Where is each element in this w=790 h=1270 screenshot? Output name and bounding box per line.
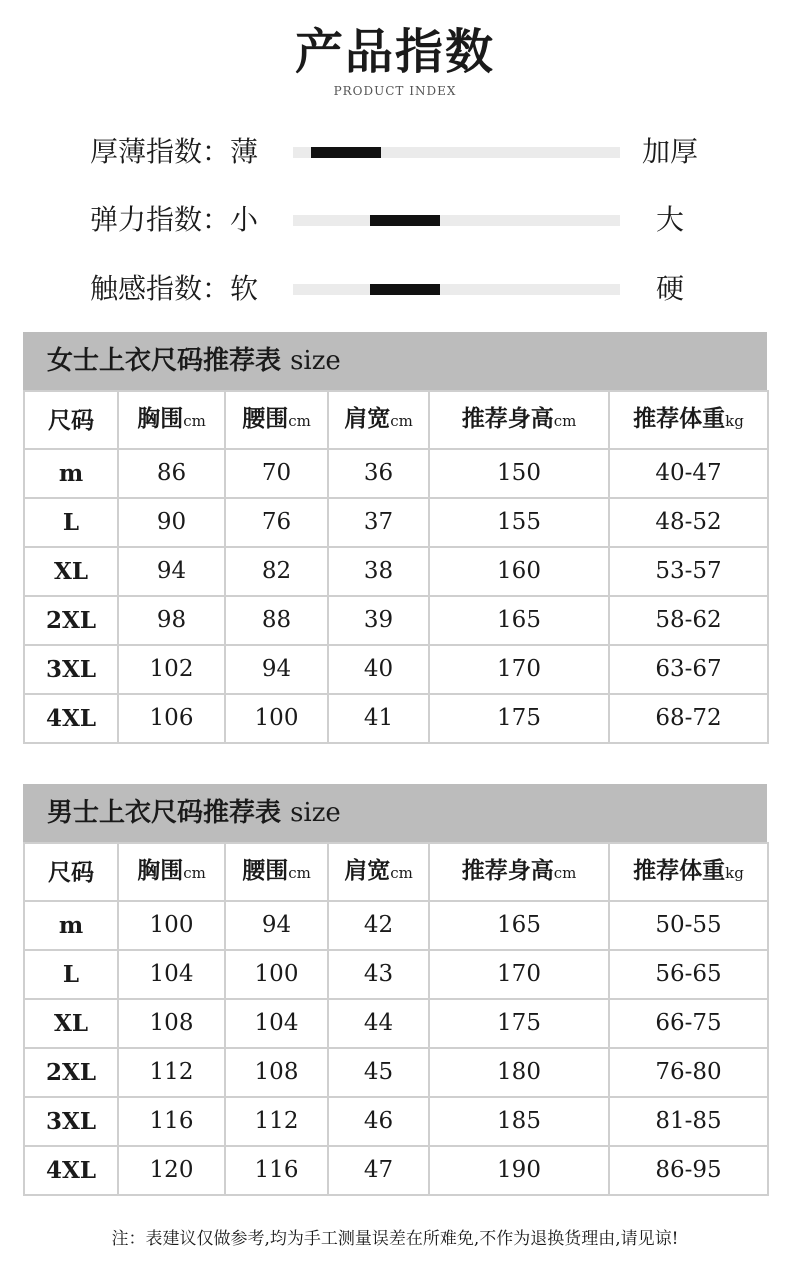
table-cell: 36 bbox=[328, 449, 429, 498]
size-cell: 4XL bbox=[24, 1146, 118, 1195]
table-cell: 106 bbox=[118, 694, 225, 743]
index-track bbox=[293, 215, 620, 226]
table-cell: 102 bbox=[118, 645, 225, 694]
table-row bbox=[24, 901, 768, 950]
table-cell: 37 bbox=[328, 498, 429, 547]
column-header bbox=[609, 843, 768, 901]
table-cell: 165 bbox=[429, 901, 609, 950]
column-header bbox=[328, 843, 429, 901]
column-header-unit: kg bbox=[725, 412, 744, 430]
column-header-name: 肩宽 bbox=[344, 405, 391, 432]
table-cell: 76-80 bbox=[609, 1048, 768, 1097]
table-cell: 88 bbox=[225, 596, 328, 645]
size-cell: 2XL bbox=[24, 1048, 118, 1097]
table-cell: 112 bbox=[118, 1048, 225, 1097]
column-header bbox=[118, 391, 225, 449]
column-header-unit: cm bbox=[183, 412, 206, 430]
column-header-unit: cm bbox=[390, 864, 413, 882]
table-cell: 38 bbox=[328, 547, 429, 596]
column-header-name: 推荐身高 bbox=[461, 857, 554, 884]
page-title: 产品指数 bbox=[294, 24, 495, 80]
size-cell: 3XL bbox=[24, 1097, 118, 1146]
table-row bbox=[24, 1048, 768, 1097]
women-size-grid bbox=[23, 390, 769, 744]
table-cell: 104 bbox=[225, 999, 328, 1048]
table-cell: 86-95 bbox=[609, 1146, 768, 1195]
index-row-touch bbox=[0, 264, 790, 314]
table-cell: 44 bbox=[328, 999, 429, 1048]
table-cell: 86 bbox=[118, 449, 225, 498]
table-cell: 170 bbox=[429, 950, 609, 999]
table-row bbox=[24, 694, 768, 743]
column-header-unit: cm bbox=[390, 412, 413, 430]
table-row bbox=[24, 645, 768, 694]
men-size-grid bbox=[23, 842, 769, 1196]
table-cell: 82 bbox=[225, 547, 328, 596]
index-max-label: 加厚 bbox=[641, 135, 698, 168]
table-cell: 98 bbox=[118, 596, 225, 645]
size-cell: XL bbox=[24, 547, 118, 596]
index-row-elasticity bbox=[0, 195, 790, 245]
column-header-name: 尺码 bbox=[48, 858, 94, 886]
table-cell: 112 bbox=[225, 1097, 328, 1146]
column-header-name: 尺码 bbox=[48, 406, 94, 434]
index-track bbox=[293, 147, 620, 158]
men-table-title bbox=[23, 784, 767, 842]
table-cell: 175 bbox=[429, 694, 609, 743]
index-row-thickness bbox=[0, 127, 790, 177]
table-row bbox=[24, 950, 768, 999]
column-header bbox=[118, 843, 225, 901]
table-cell: 68-72 bbox=[609, 694, 768, 743]
table-cell: 100 bbox=[118, 901, 225, 950]
table-cell: 150 bbox=[429, 449, 609, 498]
table-cell: 46 bbox=[328, 1097, 429, 1146]
table-row bbox=[24, 449, 768, 498]
table-cell: 165 bbox=[429, 596, 609, 645]
column-header-unit: cm bbox=[183, 864, 206, 882]
column-header-name: 推荐身高 bbox=[461, 405, 554, 432]
table-cell: 160 bbox=[429, 547, 609, 596]
table-header-row bbox=[24, 843, 768, 901]
page-subtitle: PRODUCT INDEX bbox=[333, 84, 457, 98]
column-header bbox=[328, 391, 429, 449]
column-header-unit: kg bbox=[725, 864, 744, 882]
size-cell: 4XL bbox=[24, 694, 118, 743]
table-cell: 185 bbox=[429, 1097, 609, 1146]
table-row bbox=[24, 1097, 768, 1146]
table-header-row bbox=[24, 391, 768, 449]
table-cell: 90 bbox=[118, 498, 225, 547]
table-cell: 41 bbox=[328, 694, 429, 743]
table-cell: 43 bbox=[328, 950, 429, 999]
column-header bbox=[429, 843, 609, 901]
index-max-label: 大 bbox=[655, 203, 684, 236]
column-header-unit: cm bbox=[288, 864, 311, 882]
table-cell: 94 bbox=[118, 547, 225, 596]
size-cell: m bbox=[24, 901, 118, 950]
table-cell: 100 bbox=[225, 694, 328, 743]
column-header-name: 胸围 bbox=[137, 405, 184, 432]
table-cell: 76 bbox=[225, 498, 328, 547]
size-cell: L bbox=[24, 498, 118, 547]
table-cell: 70 bbox=[225, 449, 328, 498]
table-cell: 116 bbox=[225, 1146, 328, 1195]
column-header-unit: cm bbox=[553, 412, 577, 430]
table-row bbox=[24, 1146, 768, 1195]
column-header-name: 肩宽 bbox=[344, 857, 391, 884]
size-cell: XL bbox=[24, 999, 118, 1048]
table-row bbox=[24, 999, 768, 1048]
column-header-name: 推荐体重 bbox=[633, 857, 726, 884]
women-table-title-text: 女士上衣尺码推荐表 bbox=[47, 346, 282, 376]
table-cell: 94 bbox=[225, 645, 328, 694]
index-max-label: 硬 bbox=[655, 272, 684, 305]
table-cell: 180 bbox=[429, 1048, 609, 1097]
women-table-title-en: size bbox=[290, 346, 341, 376]
column-header-name: 推荐体重 bbox=[633, 405, 726, 432]
table-cell: 66-75 bbox=[609, 999, 768, 1048]
women-size-table bbox=[23, 332, 767, 744]
index-track bbox=[293, 284, 620, 295]
column-header bbox=[429, 391, 609, 449]
table-cell: 104 bbox=[118, 950, 225, 999]
women-table-title bbox=[23, 332, 767, 390]
men-table-title-text: 男士上衣尺码推荐表 bbox=[47, 798, 282, 828]
table-cell: 58-62 bbox=[609, 596, 768, 645]
size-cell: m bbox=[24, 449, 118, 498]
disclaimer-note: 注：表建议仅做参考,均为手工测量误差在所难免,不作为退换货理由,请见谅! bbox=[111, 1229, 679, 1249]
column-header bbox=[24, 391, 118, 449]
index-level-bar bbox=[370, 215, 440, 226]
table-cell: 40 bbox=[328, 645, 429, 694]
men-table-title-en: size bbox=[290, 798, 341, 828]
table-cell: 116 bbox=[118, 1097, 225, 1146]
table-cell: 56-65 bbox=[609, 950, 768, 999]
table-cell: 155 bbox=[429, 498, 609, 547]
size-cell: L bbox=[24, 950, 118, 999]
table-cell: 175 bbox=[429, 999, 609, 1048]
table-cell: 48-52 bbox=[609, 498, 768, 547]
men-size-table bbox=[23, 784, 767, 1196]
size-cell: 3XL bbox=[24, 645, 118, 694]
table-cell: 81-85 bbox=[609, 1097, 768, 1146]
table-cell: 120 bbox=[118, 1146, 225, 1195]
column-header-name: 胸围 bbox=[137, 857, 184, 884]
table-cell: 100 bbox=[225, 950, 328, 999]
table-cell: 63-67 bbox=[609, 645, 768, 694]
size-cell: 2XL bbox=[24, 596, 118, 645]
column-header-name: 腰围 bbox=[242, 405, 289, 432]
column-header bbox=[225, 843, 328, 901]
table-cell: 42 bbox=[328, 901, 429, 950]
column-header bbox=[225, 391, 328, 449]
table-cell: 108 bbox=[118, 999, 225, 1048]
table-row bbox=[24, 596, 768, 645]
table-cell: 108 bbox=[225, 1048, 328, 1097]
table-cell: 170 bbox=[429, 645, 609, 694]
column-header-unit: cm bbox=[553, 864, 577, 882]
table-cell: 45 bbox=[328, 1048, 429, 1097]
column-header bbox=[24, 843, 118, 901]
index-label: 弹力指数：小 bbox=[90, 203, 259, 236]
page-header bbox=[0, 22, 790, 98]
index-label: 触感指数：软 bbox=[90, 272, 259, 305]
table-cell: 50-55 bbox=[609, 901, 768, 950]
index-level-bar bbox=[370, 284, 440, 295]
table-row bbox=[24, 547, 768, 596]
column-header-name: 腰围 bbox=[242, 857, 289, 884]
table-cell: 40-47 bbox=[609, 449, 768, 498]
table-cell: 39 bbox=[328, 596, 429, 645]
index-level-bar bbox=[311, 147, 381, 158]
table-cell: 47 bbox=[328, 1146, 429, 1195]
column-header-unit: cm bbox=[288, 412, 311, 430]
column-header bbox=[609, 391, 768, 449]
table-cell: 94 bbox=[225, 901, 328, 950]
table-cell: 190 bbox=[429, 1146, 609, 1195]
table-cell: 53-57 bbox=[609, 547, 768, 596]
index-label: 厚薄指数：薄 bbox=[90, 135, 259, 168]
table-row bbox=[24, 498, 768, 547]
